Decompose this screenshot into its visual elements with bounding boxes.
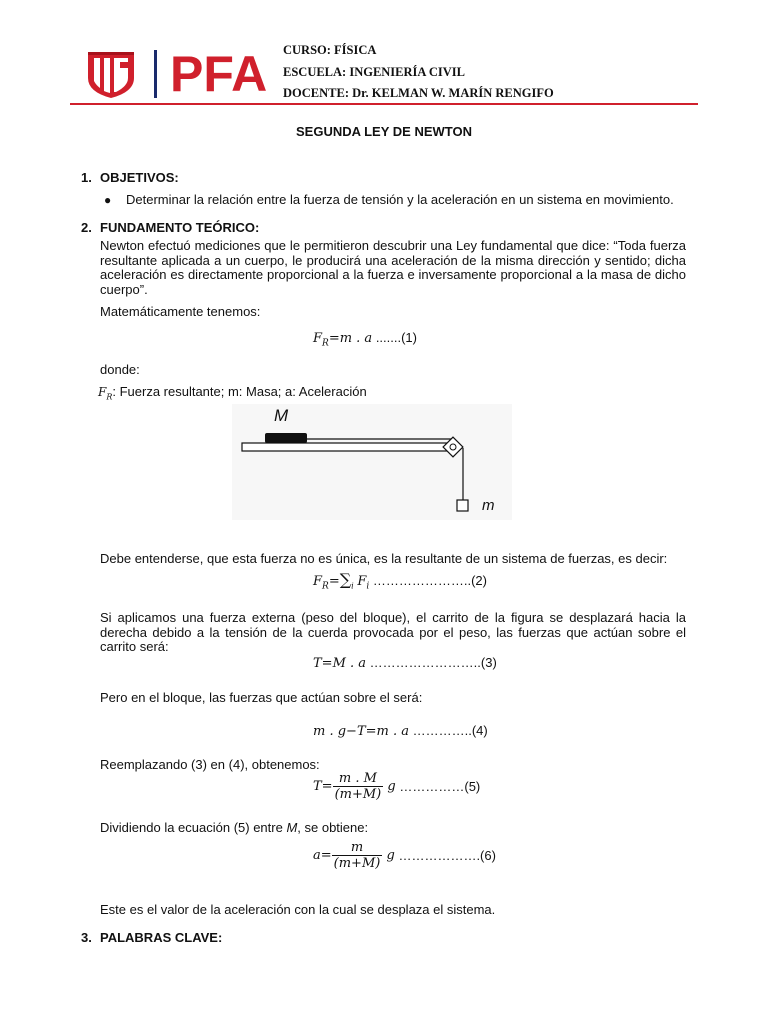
section-3-heading: PALABRAS CLAVE: — [100, 930, 223, 945]
equation-5: T= $\frac{m . M}{(m+M)}$ g ……………(5) — [313, 771, 481, 802]
equation-2: $F_R=\sum_i$ $F_i$ …………………..(2) — [313, 570, 487, 592]
hanging-block — [457, 500, 468, 511]
cart-block — [265, 433, 307, 443]
section-2-number: 2. — [81, 220, 92, 235]
bullet-icon: ● — [104, 193, 112, 207]
page-title: SEGUNDA LEY DE NEWTON — [295, 124, 472, 139]
section-1-heading: OBJETIVOS: — [100, 170, 179, 185]
equation-6: a= $\frac{m}{(m+M)}$ g ……………….(6) — [313, 840, 496, 871]
teacher-line: DOCENTE: Dr. KELMAN W. MARÍN RENGIFO — [283, 86, 554, 100]
donde-label: donde: — [100, 362, 140, 377]
shield-logo-icon — [86, 48, 136, 100]
newton-paragraph: Newton efectuó mediciones que le permitieron descubrir una Ley fundamental que dice: “Toda fuerza resultante aplicada a un cuerpo, le producirá una aceleración de la misma dirección y sentido; dicha aceleración es directamente proporcional a la fuerza e inversamente proporcional a la masa de dicho cuerpo”. — [100, 238, 686, 297]
block-forces-paragraph: Pero en el bloque, las fuerzas que actúan sobre el será: — [100, 690, 423, 705]
variable-legend: $F_R$: Fuerza resultante; m: Masa; a: Aceleración — [98, 384, 367, 402]
equation-4: m . g−T=m . a …………..(4) — [313, 723, 488, 739]
pulley-system-diagram — [232, 404, 512, 520]
equation-1: $F_R=m$ . a .......(1) — [313, 330, 417, 349]
mass-big-label: M — [274, 406, 289, 425]
math-intro: Matemáticamente tenemos: — [100, 304, 261, 319]
track-surface — [242, 443, 452, 451]
external-force-paragraph: Si aplicamos una fuerza externa (peso del bloque), el carrito de la figura se desplazará hacia la derecha debido a la tensión de la cuerda provocada por el peso, las fuerzas que actúan sobre el carrito será: — [100, 610, 686, 654]
equation-5-tag: ……………(5) — [399, 779, 481, 794]
equation-3: T=M . a ……………………..(3) — [313, 655, 497, 671]
section-1-number: 1. — [81, 170, 92, 185]
header-rule — [70, 103, 698, 105]
equation-6-tag: ……………….(6) — [398, 848, 496, 863]
logo-text: PFA — [170, 46, 268, 102]
mass-small-label: m — [482, 497, 495, 514]
objective-bullet: Determinar la relación entre la fuerza de tensión y la aceleración en un sistema en movimiento. — [126, 192, 674, 207]
equation-2-tag: …………………..(2) — [372, 573, 487, 588]
acceleration-conclusion: Este es el valor de la aceleración con la cual se desplaza el sistema. — [100, 902, 496, 917]
logo-separator — [154, 50, 157, 98]
equation-3-tag: ……………………..(3) — [369, 655, 497, 670]
replace-paragraph: Reemplazando (3) en (4), obtenemos: — [100, 757, 320, 772]
resultant-paragraph: Debe entenderse, que esta fuerza no es única, es la resultante de un sistema de fuerzas, es decir: — [100, 551, 668, 566]
section-2-heading: FUNDAMENTO TEÓRICO: — [100, 220, 260, 235]
course-line: CURSO: FÍSICA — [283, 43, 377, 57]
equation-4-tag: …………..(4) — [412, 723, 488, 738]
section-3-number: 3. — [81, 930, 92, 945]
equation-1-tag: .......(1) — [375, 330, 417, 345]
divide-paragraph: Dividiendo la ecuación (5) entre M, se obtiene: — [100, 820, 369, 835]
school-line: ESCUELA: INGENIERÍA CIVIL — [283, 65, 465, 79]
